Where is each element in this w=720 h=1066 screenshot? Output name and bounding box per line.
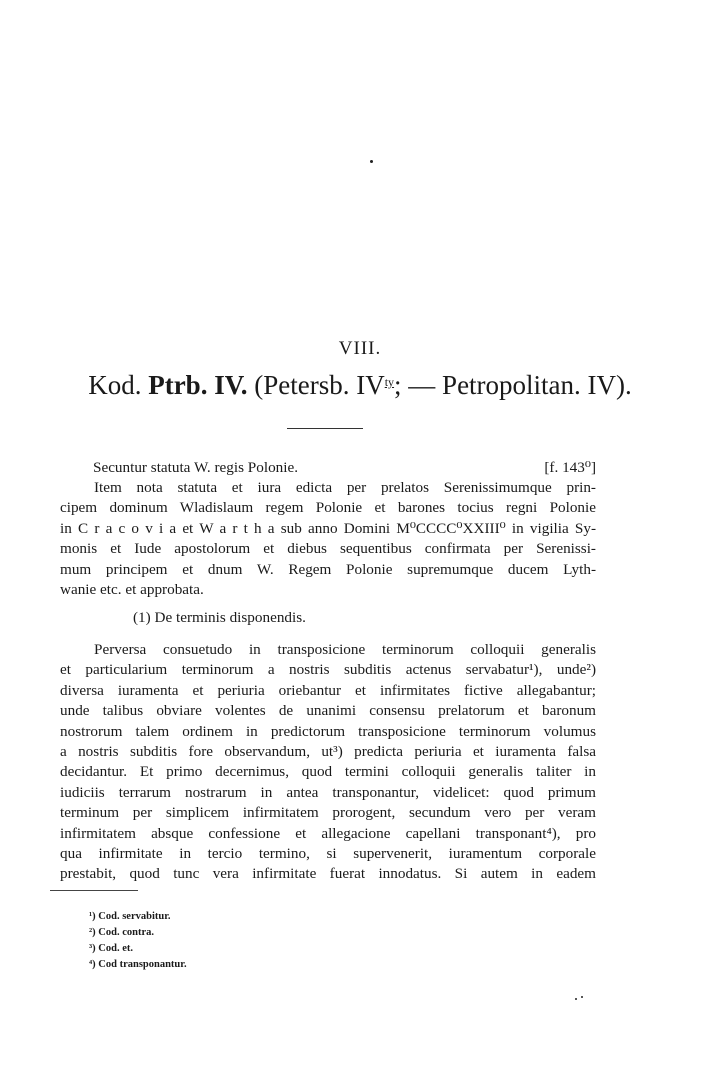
footnote [89,909,187,925]
footnote-mark: ⁴) [89,959,96,970]
intro-paragraph [60,478,596,600]
footnotes [89,909,187,973]
footnote-mark: ³) [89,943,96,954]
footnote [89,925,187,941]
text-line: decidantur. Et primo decernimus, quod termini colloquii generalis taliter in [60,763,596,781]
text-line: unde talibus obviare volentes de unanimi consensu prelatorum et baronum [60,702,596,720]
title-prefix: Kod. [88,370,142,400]
ink-speck [575,998,577,1000]
footnote-mark: ²) [89,927,96,938]
footnote-divider [50,890,138,891]
text-line: prestabit, quod tunc vera infirmitate fuerat innodatus. Si autem in eadem [60,865,596,883]
footnote-text: Cod. et. [98,943,133,954]
footnote [89,941,187,957]
body-paragraph [60,640,596,885]
folio-reference: [f. 143⁰] [544,459,596,476]
statute-header-text: Secuntur statuta W. regis Polonie. [93,459,299,476]
text-line: monis et Iude apostolorum et diebus sequentibus confirmata per Serenissi- [60,540,596,558]
text-line: qua infirmitate in tercio termino, si supervenerit, iuramentum corporale [60,844,596,862]
chapter-title [0,370,720,401]
text-line: et particularium terminorum a nostris subditis actenus servabatur¹), unde²) [60,661,596,679]
title-divider [287,428,363,429]
footnote-mark: ¹) [89,911,96,922]
title-bold: Ptrb. IV. [148,370,248,400]
text-line: wanie etc. et approbata. [60,580,204,598]
text-line: infirmitatem absque confessione et allegacione capellani transponant⁴), pro [60,824,596,842]
title-superscript: ty [384,375,395,389]
footnote-text: Cod. servabitur. [98,911,171,922]
text-line: Item nota statuta et iura edicta per prelatos Serenissimumque prin- [94,479,596,496]
text-line: cipem dominum Wladislaum regem Polonie et barones tocius regni Polonie [60,499,596,517]
text-line: in C r a c o v i a et W a r t h a sub anno Domini M⁰CCCC⁰XXIII⁰ in vigilia Sy- [60,519,596,537]
text-line: iudiciis terrarum nostrarum in antea transponantur, videlicet: quod primum [60,783,596,801]
text-line: a nostris subditis fore observandum, ut³) predicta periuria et iuramenta falsa [60,742,596,760]
text-line: terminum per simplicem infirmitatem prorogent, secundum vero per veram [60,804,596,822]
text-line: Perversa consuetudo in transposicione terminorum colloquii generalis [94,641,596,658]
footnote-text: Cod transponantur. [98,959,187,970]
text-line: diversa iuramenta et periuria oriebantur et infirmitates fictive allegabantur; [60,681,596,699]
footnote-text: Cod. contra. [98,927,154,938]
title-rest: (Petersb. IV [254,370,385,400]
ink-speck [370,160,373,163]
ink-speck [581,996,583,998]
section-heading: (1) De terminis disponendis. [133,609,306,626]
text-line: mum principem et dnum W. Regem Polonie supremumque ducem Lyth- [60,560,596,578]
chapter-number: VIII. [338,338,382,359]
footnote [89,957,187,973]
text-line: nostrorum talem ordinem in predictorum transposicione terminorum volumus [60,722,596,740]
title-rest-end: ; — Petropolitan. IV). [394,370,632,400]
